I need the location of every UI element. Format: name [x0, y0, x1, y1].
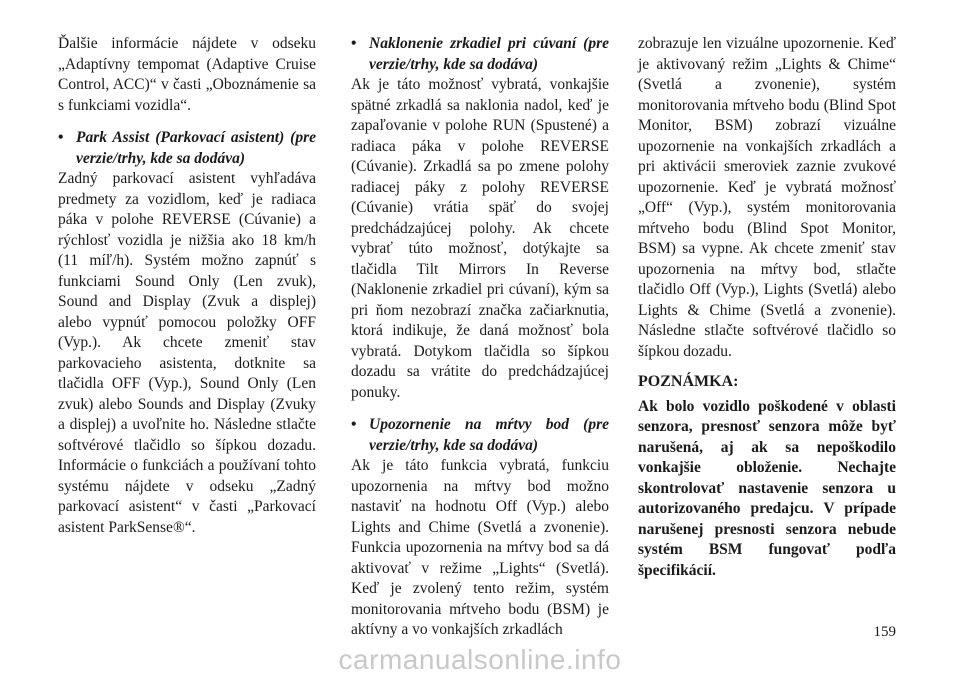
- intro-paragraph: Ďalšie informácie nájdete v odseku „Adaptívny tempomat (Adaptive Cruise Control, ACC)“ v časti „Oboznámenie sa s funkciami vozidla“.: [58, 35, 316, 114]
- column-left: [58, 34, 316, 538]
- bullet-mirror-tilt: [351, 34, 609, 75]
- page-number: 159: [873, 624, 896, 640]
- bullet-blind-spot: [351, 415, 609, 456]
- bullet-mirror-tilt-title: Naklonenie zrkadiel pri cúvaní (pre verzie/trhy, kde sa dodáva): [369, 35, 609, 73]
- mirror-tilt-body: Ak je táto možnosť vybratá, vonkajšie spätné zrkadlá sa naklonia nadol, keď je zapaľovanie v polohe RUN (Spustené) a radiaca páka v polohe REVERSE (Cúvanie). Zrkadlá sa po zmene polohy radiacej páky z polohy REVERSE (Cúvanie) vrátia späť do svojej predchádzajúcej polohy. Ak chcete vybrať túto možnosť, dotýkajte sa tlačidla Tilt Mirrors In Reverse (Naklonenie zrkadiel pri cúvaní), kým sa pri ňom nezobrazí značka začiarknutia, ktorá indikuje, že daná možnosť bola vybratá. Dotykom tlačidla so šípkou dozadu sa vrátite do predchádzajúcej ponuky.: [351, 76, 609, 401]
- column-right: [638, 34, 896, 581]
- bullet-icon: •: [351, 416, 357, 433]
- column-middle: [351, 34, 609, 641]
- bullet-blind-spot-title: Upozornenie na mŕtvy bod (pre verzie/trhy, kde sa dodáva): [369, 416, 609, 454]
- bullet-icon: •: [351, 35, 357, 52]
- note-body: Ak bolo vozidlo poškodené v oblasti senzora, presnosť senzora môže byť narušená, aj ak sa nepoškodilo vonkajšie obloženie. Nechajte skontrolovať nastavenie senzora u autorizovaného predajcu. V prípade narušenej presnosti senzora nebude systém BSM fungovať podľa špecifikácií.: [638, 397, 896, 579]
- bullet-icon: •: [58, 129, 64, 146]
- note-title: POZNÁMKA:: [638, 373, 739, 390]
- watermark: carmanualsonline.info: [338, 644, 622, 675]
- park-assist-body: Zadný parkovací asistent vyhľadáva predmety za vozidlom, keď je radiaca páka v polohe REVERSE (Cúvanie) a rýchlosť vozidla je nižšia ako 18 km/h (11 míľ/h). Systém možno zapnúť s funkciami Sound Only (Len zvuk), Sound and Display (Zvuk a displej) alebo vypnúť pomocou položky OFF (Vyp.). Ak chcete zmeniť stav parkovacieho asistenta, dotknite sa tlačidla OFF (Vyp.), Sound Only (Len zvuk) alebo Sounds and Display (Zvuky a displej) a uvoľnite ho. Následne stlačte softvérové tlačidlo so šípkou dozadu. Informácie o funkciách a používaní tohto systému nájdete v odseku „Zadný parkovací asistent“ v časti „Parkovací asistent ParkSense®“.: [58, 170, 316, 536]
- blind-spot-body: Ak je táto funkcia vybratá, funkciu upozornenia na mŕtvy bod možno nastaviť na hodnotu Off (Vyp.) alebo Lights and Chime (Svetlá a zvonenie). Funkcia upozornenia na mŕtvy bod sa dá aktivovať v režime „Lights“ (Svetlá). Keď je zvolený tento režim, systém monitorovania mŕtveho bodu (BSM) je aktívny a vo vonkajších zrkadlách: [351, 457, 609, 638]
- bullet-park-assist: [58, 128, 316, 169]
- blind-spot-continued: zobrazuje len vizuálne upozornenie. Keď je aktivovaný režim „Lights & Chime“ (Svetlá a zvonenie), systém monitorovania mŕtveho bodu (Blind Spot Monitor, BSM) zobrazí vizuálne upozornenie na vonkajších zrkadlách a pri aktivácii smeroviek zaznie zvukové upozornenie. Keď je vybratá možnosť „Off“ (Vyp.), systém monitorovania mŕtveho bodu (Blind Spot Monitor, BSM) sa vypne. Ak chcete zmeniť stav upozornenia na mŕtvy bod, stlačte tlačidlo Off (Vyp.), Lights (Svetlá) alebo Lights & Chime (Svetlá a zvonenie). Následne stlačte softvérové tlačidlo so šípkou dozadu.: [638, 35, 896, 360]
- bullet-park-assist-title: Park Assist (Parkovací asistent) (pre verzie/trhy, kde sa dodáva): [76, 129, 316, 167]
